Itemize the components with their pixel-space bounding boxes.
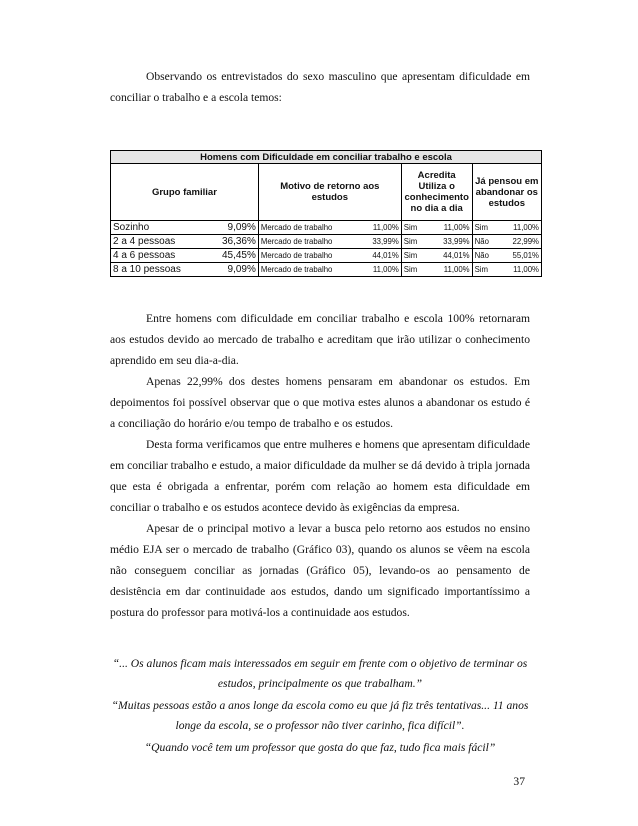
cell-pct: 9,09% xyxy=(205,221,258,235)
cell-grupo: Sozinho xyxy=(111,221,206,235)
cell-motivo: Mercado de trabalho xyxy=(258,249,360,263)
cell-pensou: Não xyxy=(472,235,498,249)
cell-acredita-pct: 33,99% xyxy=(428,235,472,249)
quote: “... Os alunos ficam mais interessados em seguir em frente com o objetivo de terminar os estudos, principalmente os que trabalham.” xyxy=(112,657,528,690)
body-paragraph: Desta forma verificamos que entre mulheres e homens que apresentam dificuldade em conciliar trabalho e estudo, a maior dificuldade da mulher se dá devido à tripla jornada que esta é obrigada a enfrentar, porém com relação ao homem esta dificuldade em conciliar o trabalho e os estudos acontece devido às exigências da empresa. xyxy=(110,438,530,514)
quote: “Quando você tem um professor que gosta do que faz, tudo fica mais fácil” xyxy=(144,741,496,754)
header-pensou: Já pensou em abandonar os estudos xyxy=(472,164,541,221)
body-paragraph: Apenas 22,99% dos destes homens pensaram em abandonar os estudos. Em depoimentos foi possível observar que o que motiva estes alunos a abandonar os estudo é a conciliação do horário e/ou tempo de trabalho e os estudos. xyxy=(110,375,530,430)
cell-pct: 9,09% xyxy=(205,263,258,277)
cell-acredita-pct: 11,00% xyxy=(428,263,472,277)
cell-acredita: Sim xyxy=(401,263,427,277)
cell-pensou: Sim xyxy=(472,221,498,235)
header-motivo: Motivo de retorno aos estudos xyxy=(258,164,401,221)
cell-pensou-pct: 55,01% xyxy=(498,249,542,263)
quote: “Muitas pessoas estão a anos longe da escola como eu que já fiz três tentativas... 11 anos longe da escola, se o professor não tiver carinho, fica difícil”. xyxy=(111,699,529,732)
cell-pct: 36,36% xyxy=(205,235,258,249)
cell-acredita-pct: 11,00% xyxy=(428,221,472,235)
cell-pensou: Não xyxy=(472,249,498,263)
table-row xyxy=(111,221,542,235)
cell-motivo-pct: 11,00% xyxy=(360,263,401,277)
data-table xyxy=(110,150,542,277)
cell-grupo: 2 a 4 pessoas xyxy=(111,235,206,249)
cell-acredita: Sim xyxy=(401,235,427,249)
page-number: 37 xyxy=(513,775,525,788)
cell-pct: 45,45% xyxy=(205,249,258,263)
table-row xyxy=(111,235,542,249)
table-row xyxy=(111,249,542,263)
cell-motivo-pct: 44,01% xyxy=(360,249,401,263)
cell-motivo-pct: 33,99% xyxy=(360,235,401,249)
cell-acredita-pct: 44,01% xyxy=(428,249,472,263)
body-paragraph: Apesar de o principal motivo a levar a busca pelo retorno aos estudos no ensino médio EJA ser o mercado de trabalho (Gráfico 03), quando os alunos se vêem na escola não conseguem conciliar as jornadas (Gráfico 05), levando-os ao pensamento de desistência em dar continuidade aos estudos, dando um significado importantíssimo a postura do professor para motivá-los a continuidade aos estudos. xyxy=(110,522,530,619)
body-paragraph: Entre homens com dificuldade em conciliar trabalho e escola 100% retornaram aos estudos devido ao mercado de trabalho e acreditam que irão utilizar o conhecimento aprendido em seu dia-a-dia. xyxy=(110,312,530,367)
cell-pensou-pct: 22,99% xyxy=(498,235,542,249)
table-row xyxy=(111,263,542,277)
cell-pensou-pct: 11,00% xyxy=(498,221,542,235)
cell-grupo: 4 a 6 pessoas xyxy=(111,249,206,263)
header-acredita: Acredita Utiliza o conhecimento no dia a dia xyxy=(401,164,472,221)
cell-acredita: Sim xyxy=(401,221,427,235)
intro-paragraph: Observando os entrevistados do sexo masculino que apresentam dificuldade em conciliar o trabalho e a escola temos: xyxy=(110,70,530,104)
cell-pensou: Sim xyxy=(472,263,498,277)
table-title: Homens com Dificuldade em conciliar trabalho e escola xyxy=(111,151,542,164)
header-grupo: Grupo familiar xyxy=(111,164,259,221)
cell-motivo: Mercado de trabalho xyxy=(258,263,360,277)
cell-acredita: Sim xyxy=(401,249,427,263)
cell-motivo-pct: 11,00% xyxy=(360,221,401,235)
cell-grupo: 8 a 10 pessoas xyxy=(111,263,206,277)
cell-motivo: Mercado de trabalho xyxy=(258,221,360,235)
cell-pensou-pct: 11,00% xyxy=(498,263,542,277)
cell-motivo: Mercado de trabalho xyxy=(258,235,360,249)
